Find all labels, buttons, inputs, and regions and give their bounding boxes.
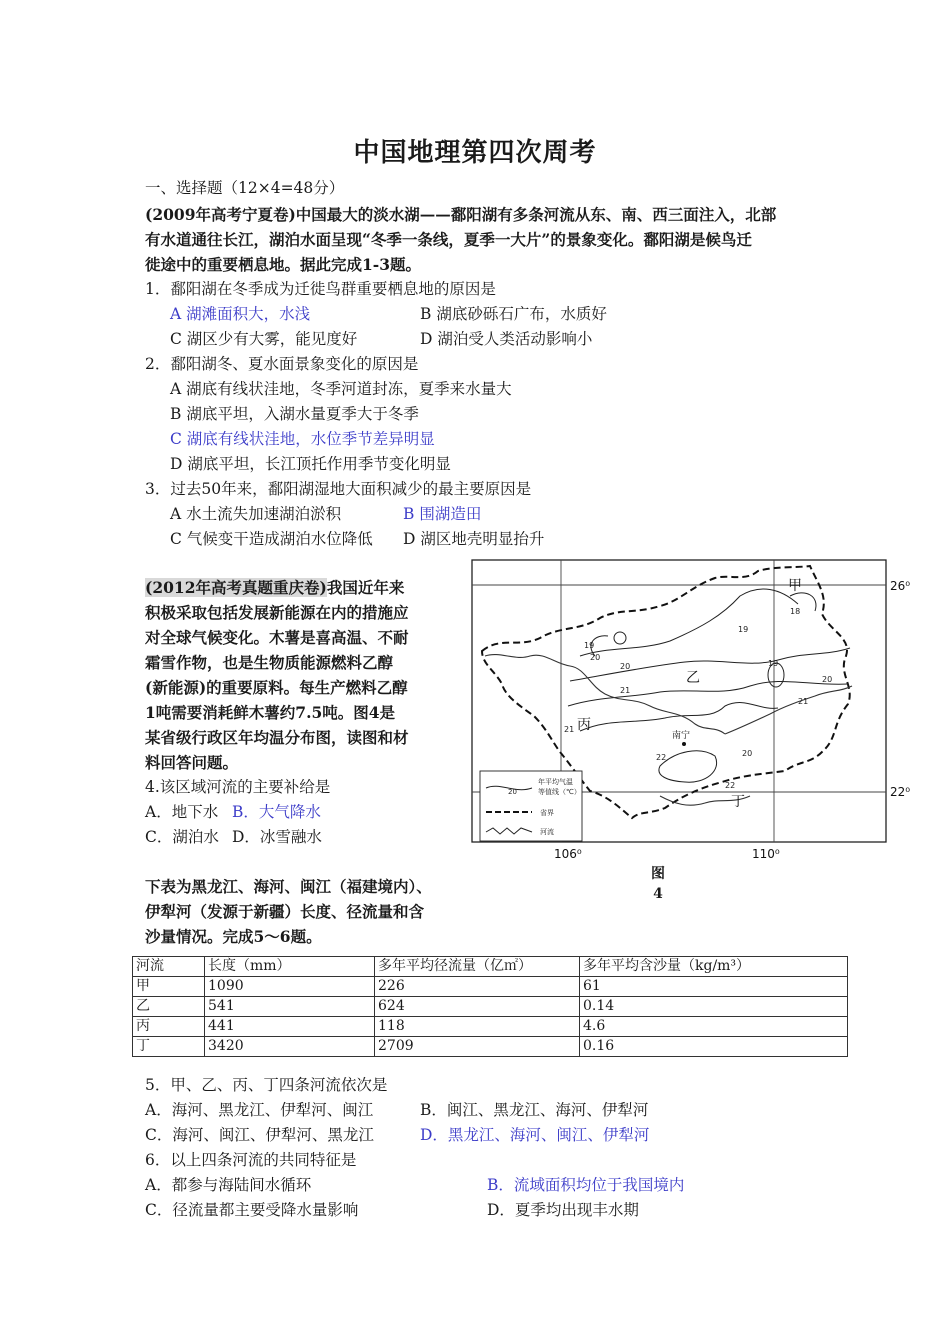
isotherm-label: 18 — [790, 607, 801, 616]
table-cell: 441 — [205, 1017, 375, 1037]
q1-option-a: A 湖滩面积大，水浅 — [170, 305, 311, 323]
temperature-map-figure — [460, 556, 930, 866]
table-row — [133, 997, 848, 1017]
intro-paragraph-1 — [145, 202, 776, 277]
table-cell: 丙 — [133, 1017, 205, 1037]
intro2-line: 对全球气候变化。木薯是喜高温、不耐 — [145, 628, 409, 647]
intro2-line: 积极采取包括发展新能源在内的措施应 — [145, 603, 409, 622]
q5-stem: 5．甲、乙、丙、丁四条河流依次是 — [145, 1076, 388, 1094]
legend-border-label: 省界 — [540, 809, 554, 817]
isotherm-label: 22 — [725, 781, 736, 790]
isotherm-label: 20 — [590, 653, 601, 662]
isotherm-label: 21 — [620, 686, 631, 695]
q2-option-d: D 湖底平坦，长江顶托作用季节变化明显 — [170, 455, 451, 473]
city-marker — [682, 742, 686, 746]
intro2-line: (新能源)的重要原料。每生产燃料乙醇 — [145, 678, 408, 697]
isotherm-label: 19 — [584, 641, 595, 650]
table-row — [133, 977, 848, 997]
table-cell: 624 — [375, 997, 580, 1017]
table-cell: 3420 — [205, 1037, 375, 1057]
q4-stem: 4.该区域河流的主要补给是 — [145, 778, 331, 796]
q2-option-c: C 湖底有线状洼地，水位季节差异明显 — [170, 430, 435, 448]
source-tag: (2012年高考真题重庆卷) — [145, 578, 327, 597]
q6-option-d: D．夏季均出现丰水期 — [487, 1201, 639, 1219]
table-cell: 0.14 — [580, 997, 848, 1017]
q4-option-d: D．冰雪融水 — [232, 828, 322, 846]
table-cell: 2709 — [375, 1037, 580, 1057]
isotherm-label: 19 — [768, 659, 779, 668]
q3-option-a: A 水土流失加速湖泊淤积 — [170, 505, 342, 523]
q4-option-a: A．地下水 — [145, 803, 219, 821]
table-cell: 丁 — [133, 1037, 205, 1057]
table-cell: 541 — [205, 997, 375, 1017]
q1-stem: 1．鄱阳湖在冬季成为迁徙鸟群重要栖息地的原因是 — [145, 280, 496, 298]
table-cell: 甲 — [133, 977, 205, 997]
intro2-line: 某省级行政区年均温分布图，读图和材 — [145, 728, 409, 747]
section-heading: 一、选择题（12×4=48分） — [145, 179, 345, 197]
q6-option-c: C．径流量都主要受降水量影响 — [145, 1201, 359, 1219]
isotherm-label: 21 — [564, 725, 575, 734]
legend-river-label: 河流 — [540, 828, 554, 836]
figure-caption-line: 4 — [653, 886, 663, 902]
q3-option-c: C 气候变干造成湖泊水位降低 — [170, 530, 373, 548]
intro-paragraph-3 — [145, 874, 432, 949]
isotherm-label: 20 — [620, 662, 631, 671]
table-cell: 226 — [375, 977, 580, 997]
q3-option-b: B 围湖造田 — [403, 505, 482, 523]
q6-option-b: B．流域面积均位于我国境内 — [487, 1176, 685, 1194]
intro1-line: (2009年高考宁夏卷)中国最大的淡水湖——鄱阳湖有多条河流从东、南、西三面注入，北部 — [145, 205, 777, 224]
intro2-line: 料回答问题。 — [145, 753, 239, 772]
longitude-label-left: 106⁰ — [554, 847, 582, 861]
city-label: 南宁 — [672, 731, 691, 741]
legend-isotherm-label: 年平均气温 — [538, 778, 573, 786]
table-header-cell: 多年平均含沙量（kg/m³） — [580, 957, 848, 977]
table-cell: 0.16 — [580, 1037, 848, 1057]
table-row — [133, 1037, 848, 1057]
table-header-row — [133, 957, 848, 977]
intro1-line: 徙途中的重要栖息地。据此完成1-3题。 — [145, 255, 422, 274]
isotherm-label: 22 — [656, 753, 667, 762]
region-label-yi: 乙 — [686, 670, 700, 686]
figure-caption-line: 图 — [651, 866, 665, 882]
q5-option-b: B．闽江、黑龙江、海河、伊犁河 — [420, 1101, 649, 1119]
intro3-line: 伊犁河（发源于新疆）长度、径流量和含 — [145, 902, 425, 921]
q5-option-c: C．海河、闽江、伊犁河、黑龙江 — [145, 1126, 374, 1144]
latitude-label-top: 26⁰ — [890, 579, 911, 593]
q2-option-a: A 湖底有线状洼地，冬季河道封冻，夏季来水量大 — [170, 380, 512, 398]
legend-isotherm-value: 20 — [508, 788, 517, 796]
intro3-line: 沙量情况。完成5～6题。 — [145, 927, 322, 946]
intro2-line: 1吨需要消耗鲜木薯约7.5吨。图4是 — [145, 703, 396, 722]
intro-paragraph-2 — [145, 575, 450, 775]
table-cell: 1090 — [205, 977, 375, 997]
isotherm-label: 20 — [822, 675, 833, 684]
latitude-label-bottom: 22⁰ — [890, 785, 911, 799]
q5-option-a: A．海河、黑龙江、伊犁河、闽江 — [145, 1101, 374, 1119]
q3-stem: 3．过去50年来，鄱阳湖湿地大面积减少的最主要原因是 — [145, 480, 532, 498]
isotherm-label: 21 — [798, 697, 809, 706]
region-label-bing: 丙 — [577, 717, 591, 733]
river-data-table — [132, 956, 848, 1057]
table-header-cell: 多年平均径流量（亿㎡） — [375, 957, 580, 977]
q3-option-d: D 湖区地壳明显抬升 — [403, 530, 545, 548]
table-cell: 乙 — [133, 997, 205, 1017]
q5-option-d: D．黑龙江、海河、闽江、伊犁河 — [420, 1126, 650, 1144]
table-row — [133, 1017, 848, 1037]
table-header-cell: 河流 — [133, 957, 205, 977]
q2-option-b: B 湖底平坦，入湖水量夏季大于冬季 — [170, 405, 419, 423]
longitude-label-right: 110⁰ — [752, 847, 780, 861]
page-title: 中国地理第四次周考 — [353, 138, 597, 168]
intro1-line: 有水道通往长江，湖泊水面呈现“冬季一条线，夏季一大片”的景象变化。鄱阳湖是候鸟迁 — [145, 230, 752, 249]
q1-option-d: D 湖泊受人类活动影响小 — [420, 330, 593, 348]
legend-isotherm-label: 等值线（℃） — [538, 788, 581, 796]
isotherm-label: 19 — [738, 625, 749, 634]
q2-stem: 2．鄱阳湖冬、夏水面景象变化的原因是 — [145, 355, 419, 373]
table-cell: 118 — [375, 1017, 580, 1037]
table-header-cell: 长度（mm） — [205, 957, 375, 977]
q6-option-a: A．都参与海陆间水循环 — [145, 1176, 312, 1194]
isotherm-label: 20 — [742, 749, 753, 758]
q4-option-b: B．大气降水 — [232, 803, 321, 821]
q1-option-c: C 湖区少有大雾，能见度好 — [170, 330, 358, 348]
q4-option-c: C．湖泊水 — [145, 828, 219, 846]
q1-option-b: B 湖底砂砾石广布，水质好 — [420, 305, 607, 323]
intro3-line: 下表为黑龙江、海河、闽江（福建境内）、 — [145, 877, 432, 896]
table-cell: 4.6 — [580, 1017, 848, 1037]
region-label-ding: 丁 — [731, 794, 745, 810]
figure-caption — [648, 864, 668, 904]
region-label-jia: 甲 — [788, 578, 802, 594]
table-cell: 61 — [580, 977, 848, 997]
q6-stem: 6．以上四条河流的共同特征是 — [145, 1151, 357, 1169]
intro2-line: 霜雪作物，也是生物质能源燃料乙醇 — [145, 653, 394, 672]
intro2-line: 我国近年来 — [326, 578, 405, 597]
